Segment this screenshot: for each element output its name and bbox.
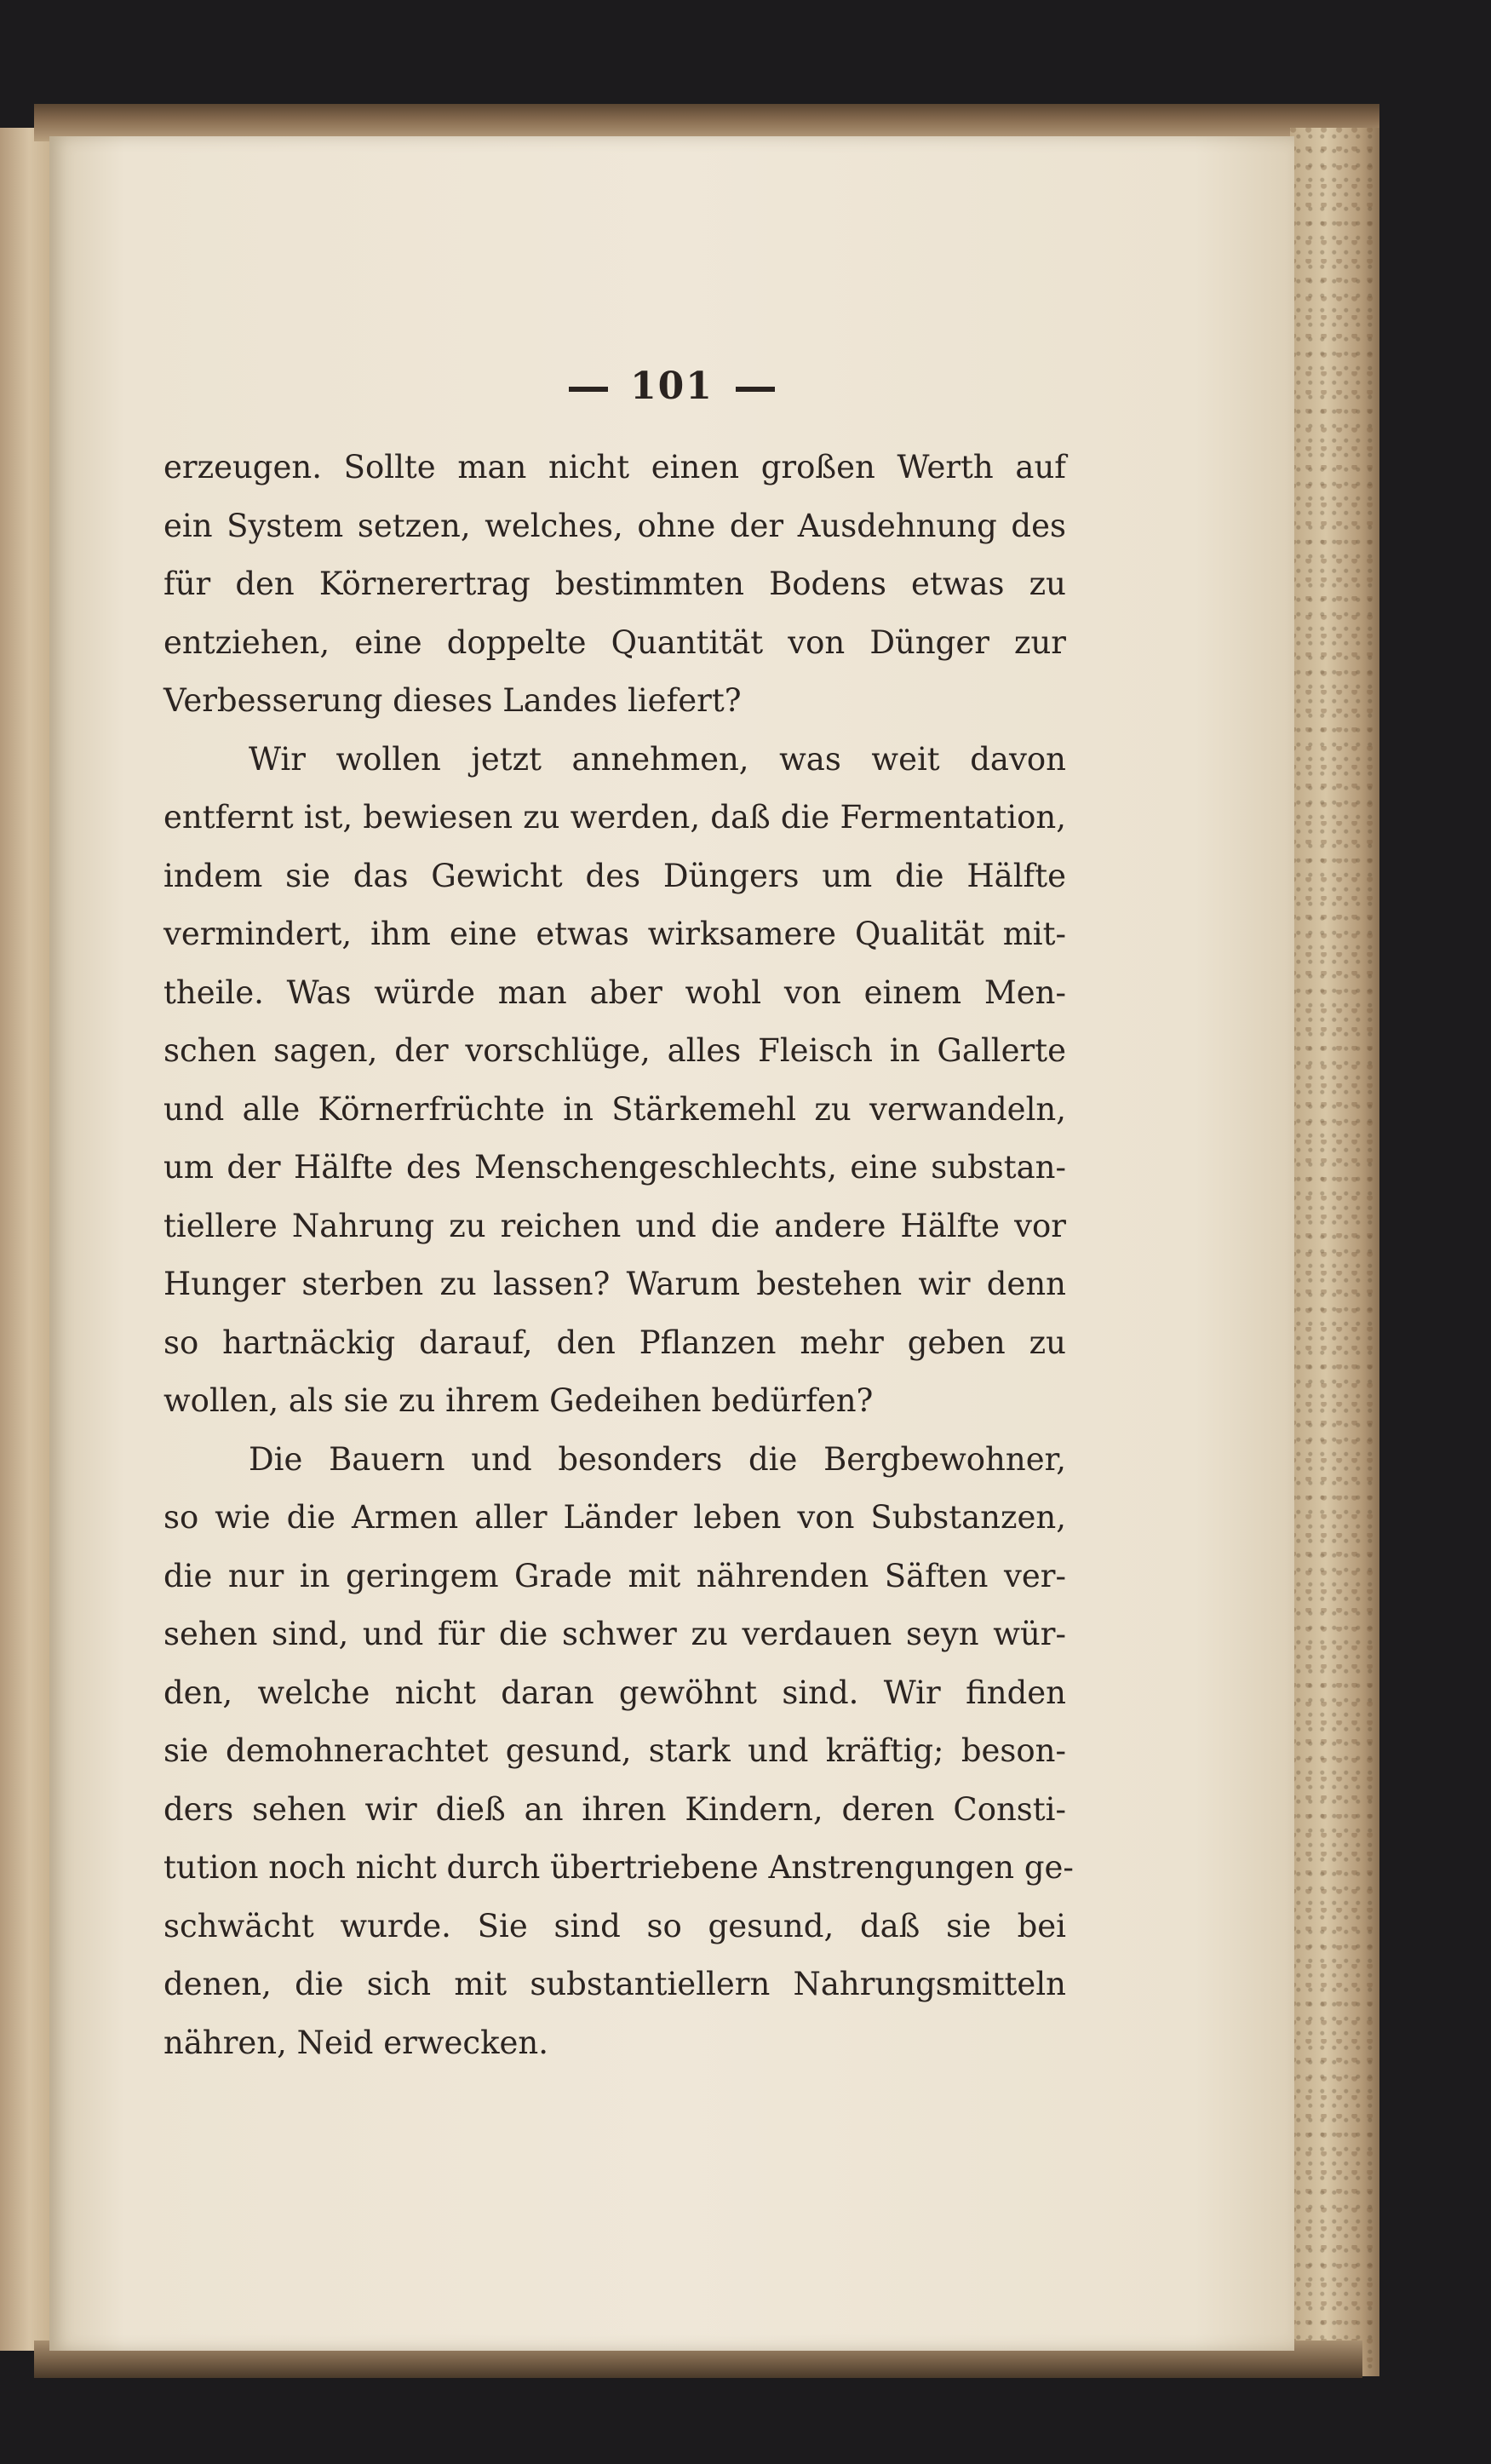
page-number [49,365,1294,408]
text-line: erzeugen. Sollte man nicht einen großen Werth auf [163,449,1066,485]
text-line: um der Hälfte des Menschengeschlechts, eine substan- [163,1149,1066,1186]
text-line: sehen sind, und für die schwer zu verdauen seyn wür- [163,1616,1066,1652]
text-line: Hunger sterben zu lassen? Warum bestehen wir denn [163,1266,1066,1302]
text-line: die nur in geringem Grade mit nährenden Säften ver- [163,1557,1066,1594]
text-line: indem sie das Gewicht des Düngers um die Hälfte [163,857,1066,894]
text-line: und alle Körnerfrüchte in Stärkemehl zu verwandeln, [163,1090,1066,1128]
text-line: ein System setzen, welches, ohne der Ausdehnung des [163,507,1066,544]
text-line: tiellere Nahrung zu reichen und die andere Hälfte vor [163,1207,1066,1244]
text-line: wollen, als sie zu ihrem Gedeihen bedürfen? [163,1382,874,1419]
text-line: entfernt ist, bewiesen zu werden, daß die Fermentation, [163,799,1066,836]
facing-page-edge [0,128,49,2351]
text-line: vermindert, ihm eine etwas wirksamere Qualität mit- [163,916,1066,952]
text-line: Die Bauern und besonders die Bergbewohner, [249,1440,1066,1478]
text-line: Wir wollen jetzt annehmen, was weit davon [249,740,1066,778]
text-line: für den Körnerertrag bestimmten Bodens etwas zu [163,566,1066,602]
text-line: Verbesserung dieses Landes liefert? [163,682,742,719]
text-line: sie demohnerachtet gesund, stark und kräftig; beson- [163,1732,1066,1769]
page-number-dash-left [569,387,608,392]
page-number-value: 101 [630,365,714,408]
body-text [163,439,1074,2072]
text-line: schen sagen, der vorschlüge, alles Fleisch in Gallerte [163,1032,1066,1069]
book-page [49,136,1294,2351]
text-line: tution noch nicht durch übertriebene Anstrengungen ge- [163,1849,1074,1886]
book-fore-edge [1290,128,1379,2376]
text-line: entziehen, eine doppelte Quantität von Dünger zur [163,623,1066,661]
text-line: den, welche nicht daran gewöhnt sind. Wir finden [163,1674,1066,1711]
text-line: theile. Was würde man aber wohl von einem Men- [163,974,1066,1011]
text-line: so hartnäckig darauf, den Pflanzen mehr geben zu [163,1324,1066,1361]
text-line: schwächt wurde. Sie sind so gesund, daß sie bei [163,1907,1066,1944]
text-line: so wie die Armen aller Länder leben von Substanzen, [163,1499,1066,1536]
text-line: ders sehen wir dieß an ihren Kindern, deren Consti- [163,1790,1066,1828]
text-line: nähren, Neid erwecken. [163,2024,548,2061]
text-line: denen, die sich mit substantiellern Nahrungsmitteln [163,1966,1066,2002]
page-number-dash-right [736,387,775,392]
